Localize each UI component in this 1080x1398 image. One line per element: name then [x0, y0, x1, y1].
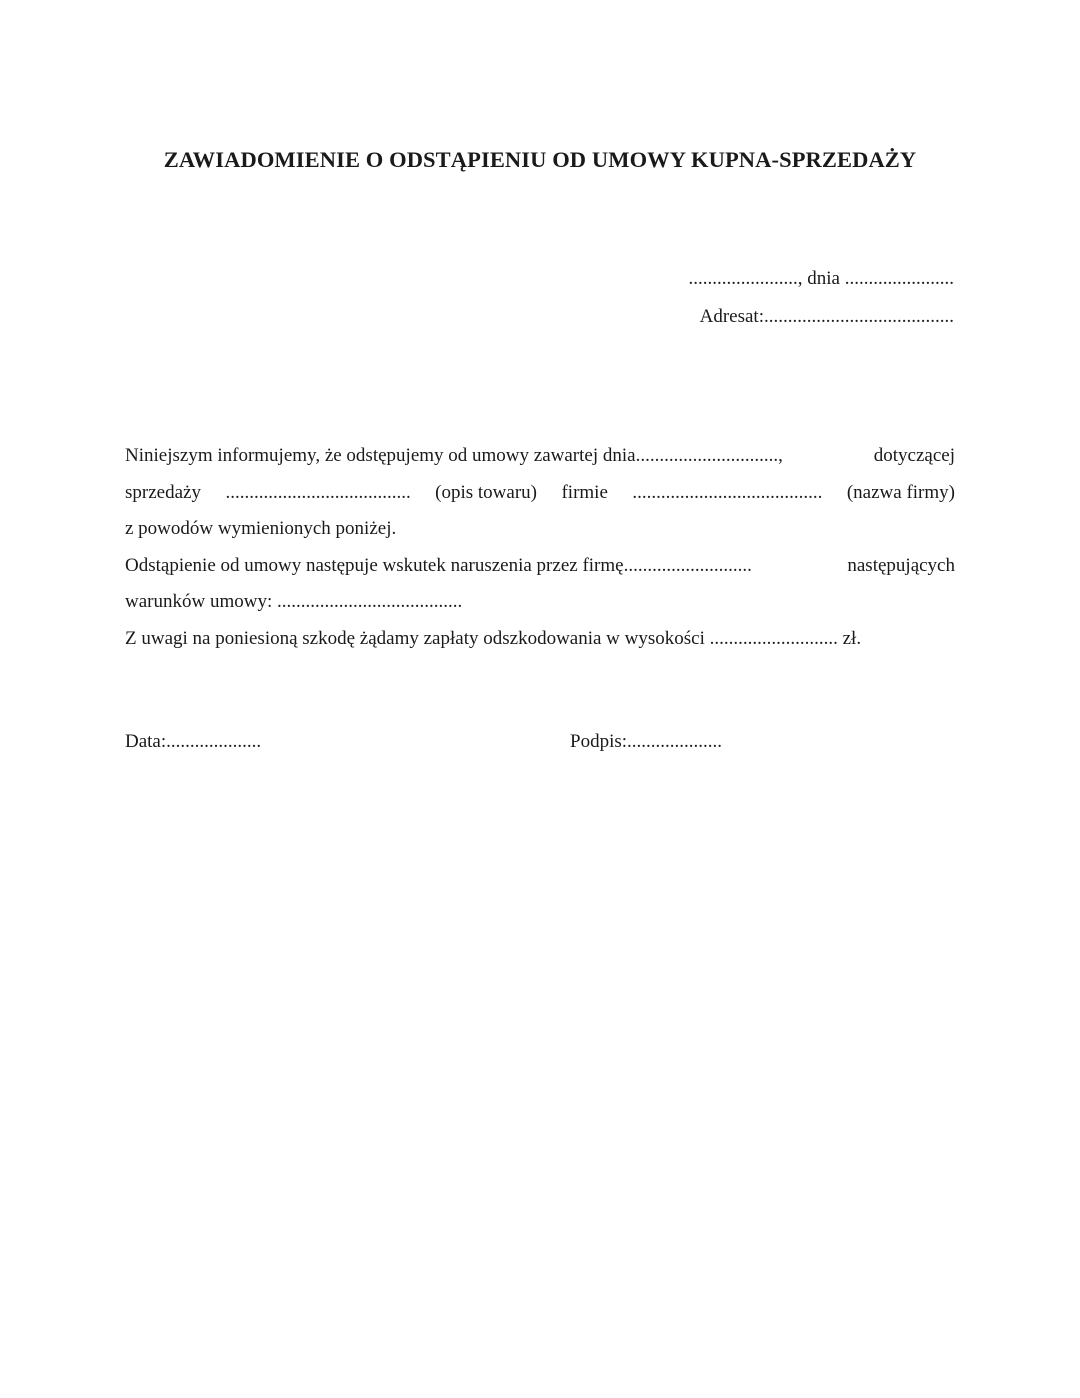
body-line-1 — [125, 438, 955, 475]
signature-field: Podpis:.................... — [570, 731, 723, 752]
body-line-5: warunków umowy: ....................................... — [125, 591, 463, 612]
body-line-2-word-company: firmie — [561, 481, 608, 503]
addressee-field: Adresat:........................................ — [699, 306, 954, 327]
body-line-1-text: Niniejszym informujemy, że odstępujemy od umowy zawartej dnia.............................., — [125, 445, 783, 466]
document-title: ZAWIADOMIENIE O ODSTĄPIENIU OD UMOWY KUPNA-SPRZEDAŻY — [163, 147, 917, 172]
body-line-2-word-sale: sprzedaży — [125, 481, 201, 503]
company-name-blank: ........................................ — [632, 481, 823, 503]
body-line-4-text: Odstąpienie od umowy następuje wskutek naruszenia przez firmę........................... — [125, 554, 752, 576]
body-line-2 — [125, 475, 955, 512]
date-field: Data:.................... — [125, 731, 262, 752]
body-line-4-end: następujących — [847, 554, 955, 576]
place-and-date-field: ......................., dnia ....................... — [688, 268, 954, 289]
body-line-6: Z uwagi na poniesioną szkodę żądamy zapłaty odszkodowania w wysokości ........................... zł. — [125, 627, 862, 649]
body-line-3: z powodów wymienionych poniżej. — [125, 518, 397, 539]
document-body — [125, 438, 955, 657]
product-description-blank: ....................................... — [225, 481, 411, 503]
product-description-hint: (opis towaru) — [435, 481, 537, 503]
body-line-4 — [125, 548, 955, 585]
company-name-hint: (nazwa firmy) — [846, 481, 955, 503]
body-line-1-end: dotyczącej — [873, 445, 955, 466]
